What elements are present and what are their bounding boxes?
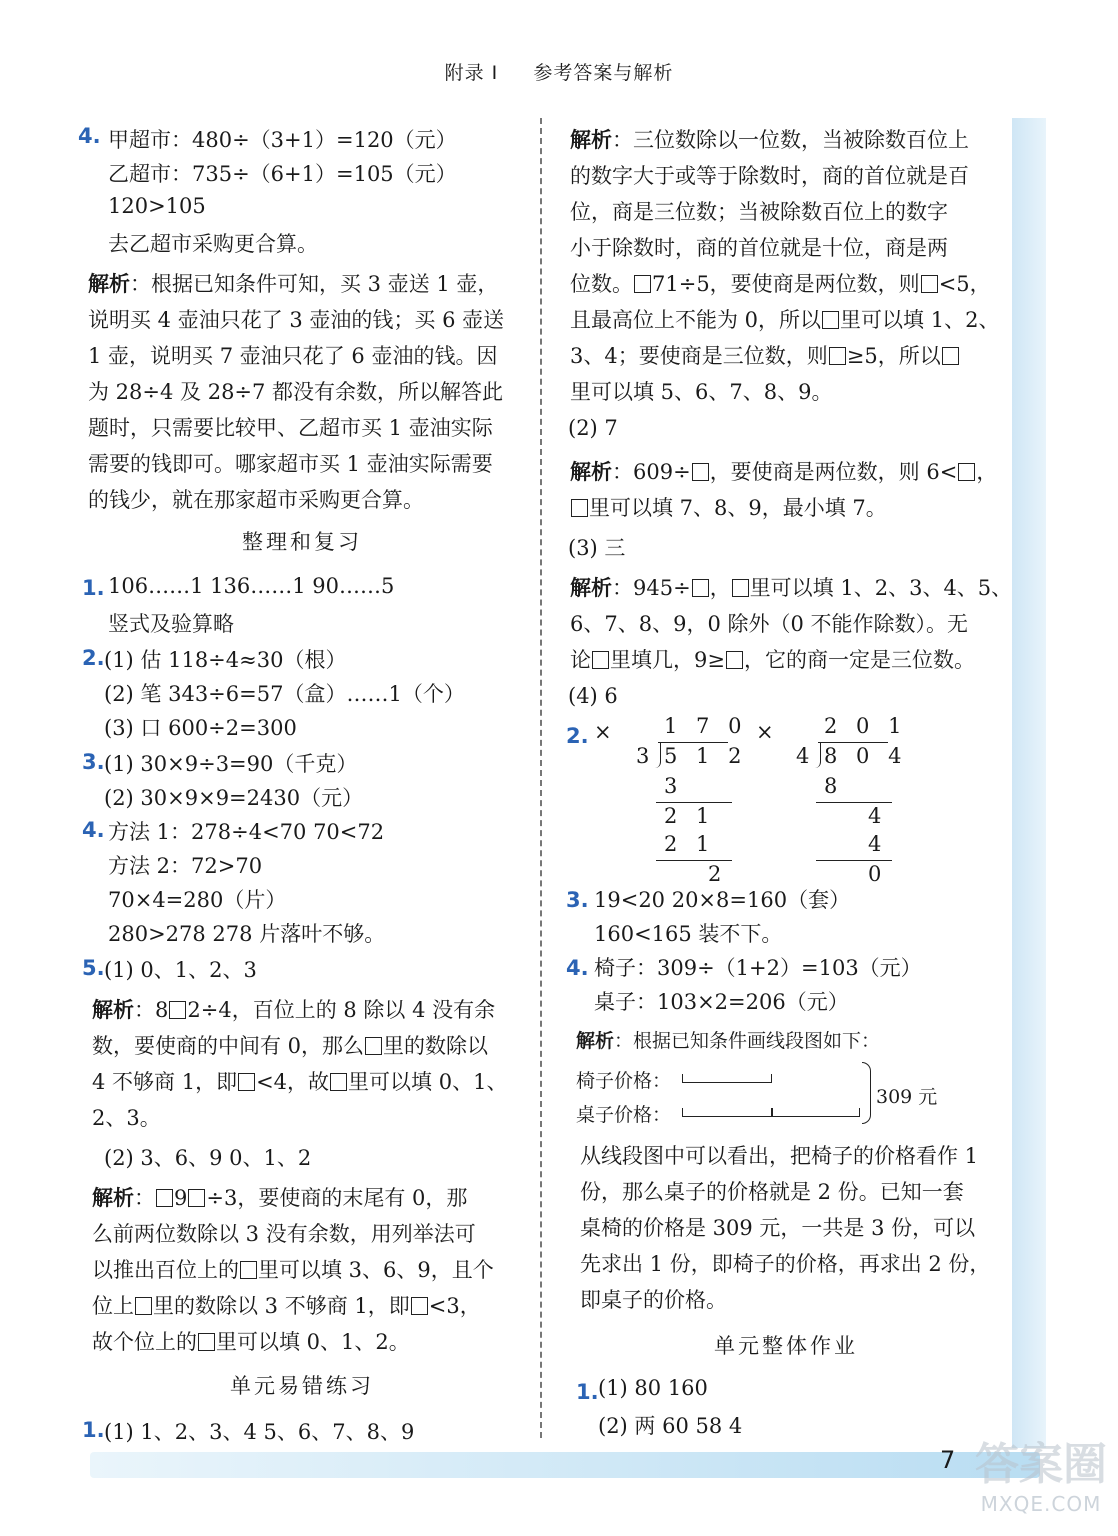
r5-analysis2: 么前两位数除以 3 没有余数，用列举法可 [92,1222,476,1246]
r1-line: 竖式及验算略 [108,612,234,636]
blank-box [592,651,609,669]
r4-number: 4. [82,818,105,842]
r5-analysis2: 位上 里的数除以 3 不够商 1，即 <3， [92,1294,481,1318]
step: 2 1 [664,804,716,828]
chair-label: 椅子价格： [576,1070,672,1092]
q2-number: 2. [566,724,589,748]
blank-box [692,579,709,597]
blank-box [365,1037,382,1055]
blank-box [411,1297,428,1315]
dividend: 8 0 4 [824,744,908,768]
q4-line: 120>105 [108,194,206,218]
r-analysis: 且最高位上不能为 0，所以 里可以填 1、2、 [570,308,1000,332]
footer-band [90,1452,1040,1478]
r-analysis-c: 6、7、8、9，0 除外（0 不能作除数）。无 [570,612,969,636]
table-segment-2 [772,1108,860,1117]
u1-number: 1. [576,1380,599,1404]
r5-analysis: 数，要使商的中间有 0，那么 里的数除以 [92,1034,489,1058]
remainder: 2 [708,862,728,886]
q4r-analysis-head: 解析：根据已知条件画线段图如下： [576,1030,881,1052]
q4r-line: 椅子：309÷（1+2）=103（元） [594,956,922,980]
table-segment-1 [682,1108,772,1117]
blank-box [156,1189,173,1207]
long-division-1 [636,714,746,884]
u1-line: (1) 80 160 [598,1376,708,1400]
e1-number: 1. [82,1418,105,1442]
r5-analysis2: 以推出百位上的 里可以填 3、6、9，且个 [92,1258,494,1282]
blank-box [958,463,975,481]
q4-number: 4. [78,124,101,148]
r4-line: 70×4=280（片） [108,888,287,912]
blank-box [634,275,651,293]
r4-line: 280>278 278 片落叶不够。 [108,922,386,946]
segment-diagram [576,1062,976,1132]
step: 4 [868,832,888,856]
dividend: 5 1 2 [664,744,748,768]
r-analysis: 里可以填 5、6、7、8、9。 [570,380,833,404]
r-part4: (4) 6 [568,684,618,708]
blank-box [240,1261,257,1279]
q4-analysis: 说明买 4 壶油只花了 3 壶油的钱；买 6 壶送 [88,308,505,332]
r5-analysis: 4 不够商 1，即 <4，故 里可以填 0、1、 [92,1070,508,1094]
q4r-analysis: 从线段图中可以看出，把椅子的价格看作 1 [580,1144,979,1168]
q4-analysis: 需要的钱即可。哪家超市买 1 壶油实际需要 [88,452,493,476]
r-analysis-c: 解析：945÷ ， 里可以填 1、2、3、4、5、 [570,576,1013,600]
blank-box [942,347,959,365]
blank-box [198,1333,215,1351]
step: 4 [868,804,888,828]
r4-line: 方法 1：278÷4<70 70<72 [108,820,385,844]
r5-part2: (2) 3、6、9 0、1、2 [104,1146,312,1170]
r-analysis: 位，商是三位数；当被除数百位上的数字 [570,200,948,224]
r-analysis: 的数字大于或等于除数时，商的首位就是百 [570,164,969,188]
remainder: 0 [868,862,888,886]
r1-number: 1. [82,576,105,600]
r-analysis: 3、4；要使商是三位数，则 ≥5，所以 [570,340,960,370]
quotient: 2 0 1 [824,714,908,738]
wrong-mark: × [594,720,612,744]
blank-box [732,579,749,597]
divisor: 3 [636,744,656,768]
q4r-line: 桌子：103×2=206（元） [594,990,849,1014]
r3-line: (2) 30×9×9=2430（元） [104,786,364,810]
q4-line: 去乙超市采购更合算。 [108,232,318,256]
r-analysis: 小于除数时，商的首位就是十位，商是两 [570,236,948,260]
r-part3: (3) 三 [568,536,626,560]
r5-analysis2: 解析： 9 ÷3，要使商的末尾有 0，那 [92,1186,468,1210]
r2-number: 2. [82,646,105,670]
q3-line: 19<20 20×8=160（套） [594,888,851,912]
step: 2 1 [664,832,716,856]
q3-number: 3. [566,888,589,912]
q3-line: 160<165 装不下。 [594,922,783,946]
blank-box [921,275,938,293]
blank-box [726,651,743,669]
blank-box [238,1073,255,1091]
blank-box [330,1073,347,1091]
q4r-number: 4. [566,956,589,980]
step: 8 [824,774,844,798]
r1-line: 106……1 136……1 90……5 [108,574,395,598]
section-title-errors: 单元易错练习 [230,1374,374,1398]
r5-analysis: 2、3。 [92,1106,161,1130]
r3-line: (1) 30×9÷3=90（千克） [104,752,358,776]
r4-line: 方法 2：72>70 [108,854,263,878]
r-analysis: 解析：三位数除以一位数，当被除数百位上 [570,128,969,152]
e1-line: (1) 1、2、3、4 5、6、7、8、9 [104,1420,415,1444]
table-label: 桌子价格： [576,1104,672,1126]
divisor: 4 [796,744,816,768]
r-analysis-b: 里可以填 7、8、9，最小填 7。 [570,492,887,522]
blank-box [822,311,839,329]
wrong-mark: × [756,720,774,744]
r2-line: (1) 估 118÷4≈30（根） [104,648,347,672]
q4r-analysis: 桌椅的价格是 309 元，一共是 3 份，可以 [580,1216,976,1240]
q4-analysis: 题时，只需要比较甲、乙超市买 1 壶油实际 [88,416,493,440]
q4r-analysis: 即桌子的价格。 [580,1288,727,1312]
r2-line: (3) 口 600÷2=300 [104,716,297,740]
q4r-analysis: 份，那么桌子的价格就是 2 份。已知一套 [580,1180,964,1204]
page-number: 7 [940,1446,956,1474]
section-title-unit: 单元整体作业 [714,1334,858,1358]
q4-analysis: 为 28÷4 及 28÷7 都没有余数，所以解答此 [88,380,504,404]
r-part2: (2) 7 [568,416,618,440]
q4-analysis: 1 壶，说明买 7 壶油只花了 6 壶油的钱。因 [88,344,498,368]
blank-box [829,347,846,365]
analysis-label: 解析 [88,272,130,296]
blank-box [135,1297,152,1315]
u1-line: (2) 两 60 58 4 [598,1414,743,1438]
q4-line: 甲超市：480÷（3+1）=120（元） [108,128,457,152]
r-analysis-b: 解析：609÷ ，要使商是两位数，则 6< ， [570,460,998,484]
q4-analysis: 的钱少，就在那家超市采购更合算。 [88,488,424,512]
r5-part1: (1) 0、1、2、3 [104,958,257,982]
page-header [0,58,1118,85]
blank-box [188,1189,205,1207]
blank-box [571,499,588,517]
total-label: 309 元 [876,1086,938,1108]
page-title: 参考答案与解析 [533,62,674,84]
watermark-logo: 答案圈 MXQE.COM [975,1439,1107,1516]
r2-line: (2) 笔 343÷6=57（盒）……1（个） [104,682,465,706]
column-divider [540,118,542,1438]
blank-box [692,463,709,481]
r5-number: 5. [82,956,105,980]
blank-box [169,1001,186,1019]
quotient: 1 7 0 [664,714,748,738]
q4-analysis: 解析：根据已知条件可知，买 3 壶送 1 壶， [88,272,499,296]
r-analysis: 位数。 71÷5，要使商是两位数，则 <5， [570,272,991,296]
section-title-review: 整理和复习 [242,530,362,554]
r5-analysis: 解析：8 2÷4，百位上的 8 除以 4 没有余 [92,998,496,1022]
r3-number: 3. [82,750,105,774]
long-division-2 [796,714,906,884]
r-analysis-c: 论 里填几，9≥ ，它的商一定是三位数。 [570,648,975,672]
appendix-label: 附录 I [444,62,499,84]
total-bracket [862,1062,871,1124]
q4r-analysis: 先求出 1 份，即椅子的价格，再求出 2 份， [580,1252,991,1276]
side-decoration [1012,118,1046,1448]
q4-line: 乙超市：735÷（6+1）=105（元） [108,162,457,186]
r5-analysis2: 故个位上的 里可以填 0、1、2。 [92,1330,410,1354]
chair-segment [682,1074,772,1083]
step: 3 [664,774,684,798]
